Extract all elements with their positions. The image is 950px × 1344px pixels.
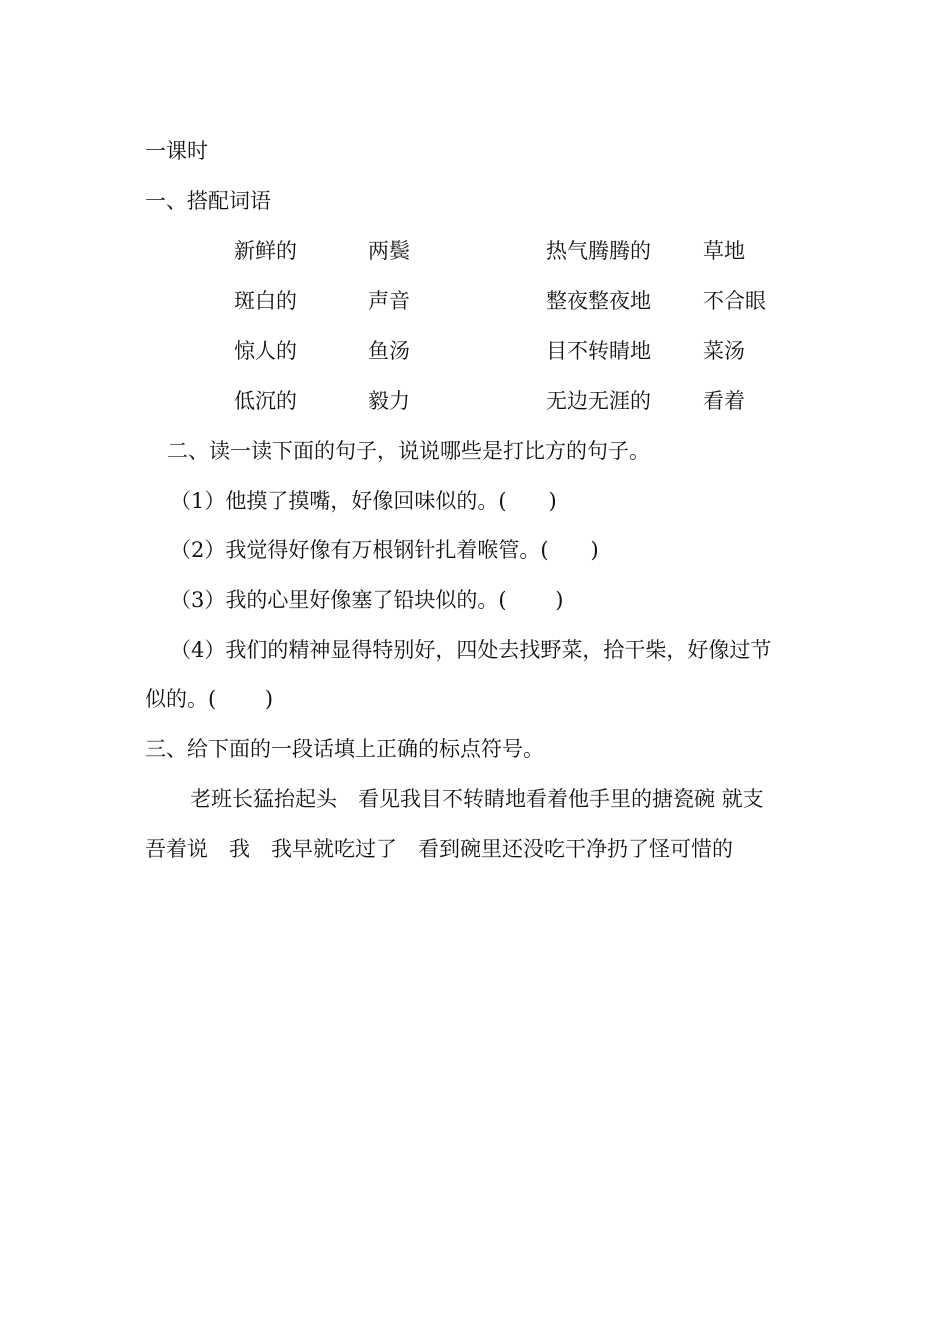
word-cell: 新鲜的 [234, 239, 297, 263]
sentence-item: （2）我觉得好像有万根钢针扎着喉管。( ) [170, 538, 599, 562]
word-cell: 斑白的 [234, 289, 297, 313]
sentence-item: （4）我们的精神显得特别好，四处去找野菜，拾干柴，好像过节 [170, 638, 772, 662]
word-cell: 惊人的 [234, 339, 297, 363]
word-cell: 整夜整夜地 [546, 289, 651, 313]
section1-heading: 一、搭配词语 [145, 189, 271, 213]
word-cell: 无边无涯的 [546, 389, 651, 413]
paragraph-line: 老班长猛抬起头 看见我目不转睛地看着他手里的搪瓷碗 就支 [190, 787, 764, 811]
sentence-item: （1）他摸了摸嘴，好像回味似的。( ) [170, 489, 557, 513]
word-cell: 两鬓 [368, 239, 410, 263]
section2-heading: 二、读一读下面的句子，说说哪些是打比方的句子。 [167, 439, 650, 463]
word-cell: 热气腾腾的 [546, 239, 651, 263]
word-cell: 目不转睛地 [546, 339, 651, 363]
word-cell: 低沉的 [234, 389, 297, 413]
word-cell: 声音 [368, 289, 410, 313]
sentence-item-continuation: 似的。( ) [145, 687, 274, 711]
word-cell: 不合眼 [703, 289, 766, 313]
word-cell: 鱼汤 [368, 339, 410, 363]
word-cell: 看着 [703, 389, 745, 413]
section3-heading: 三、给下面的一段话填上正确的标点符号。 [145, 737, 544, 761]
lesson-title: 一课时 [145, 139, 208, 163]
word-cell: 草地 [703, 239, 745, 263]
paragraph-line: 吾着说 我 我早就吃过了 看到碗里还没吃干净扔了怪可惜的 [145, 837, 733, 861]
sentence-item: （3）我的心里好像塞了铅块似的。( ) [170, 588, 564, 612]
word-cell: 毅力 [368, 389, 410, 413]
word-cell: 菜汤 [703, 339, 745, 363]
